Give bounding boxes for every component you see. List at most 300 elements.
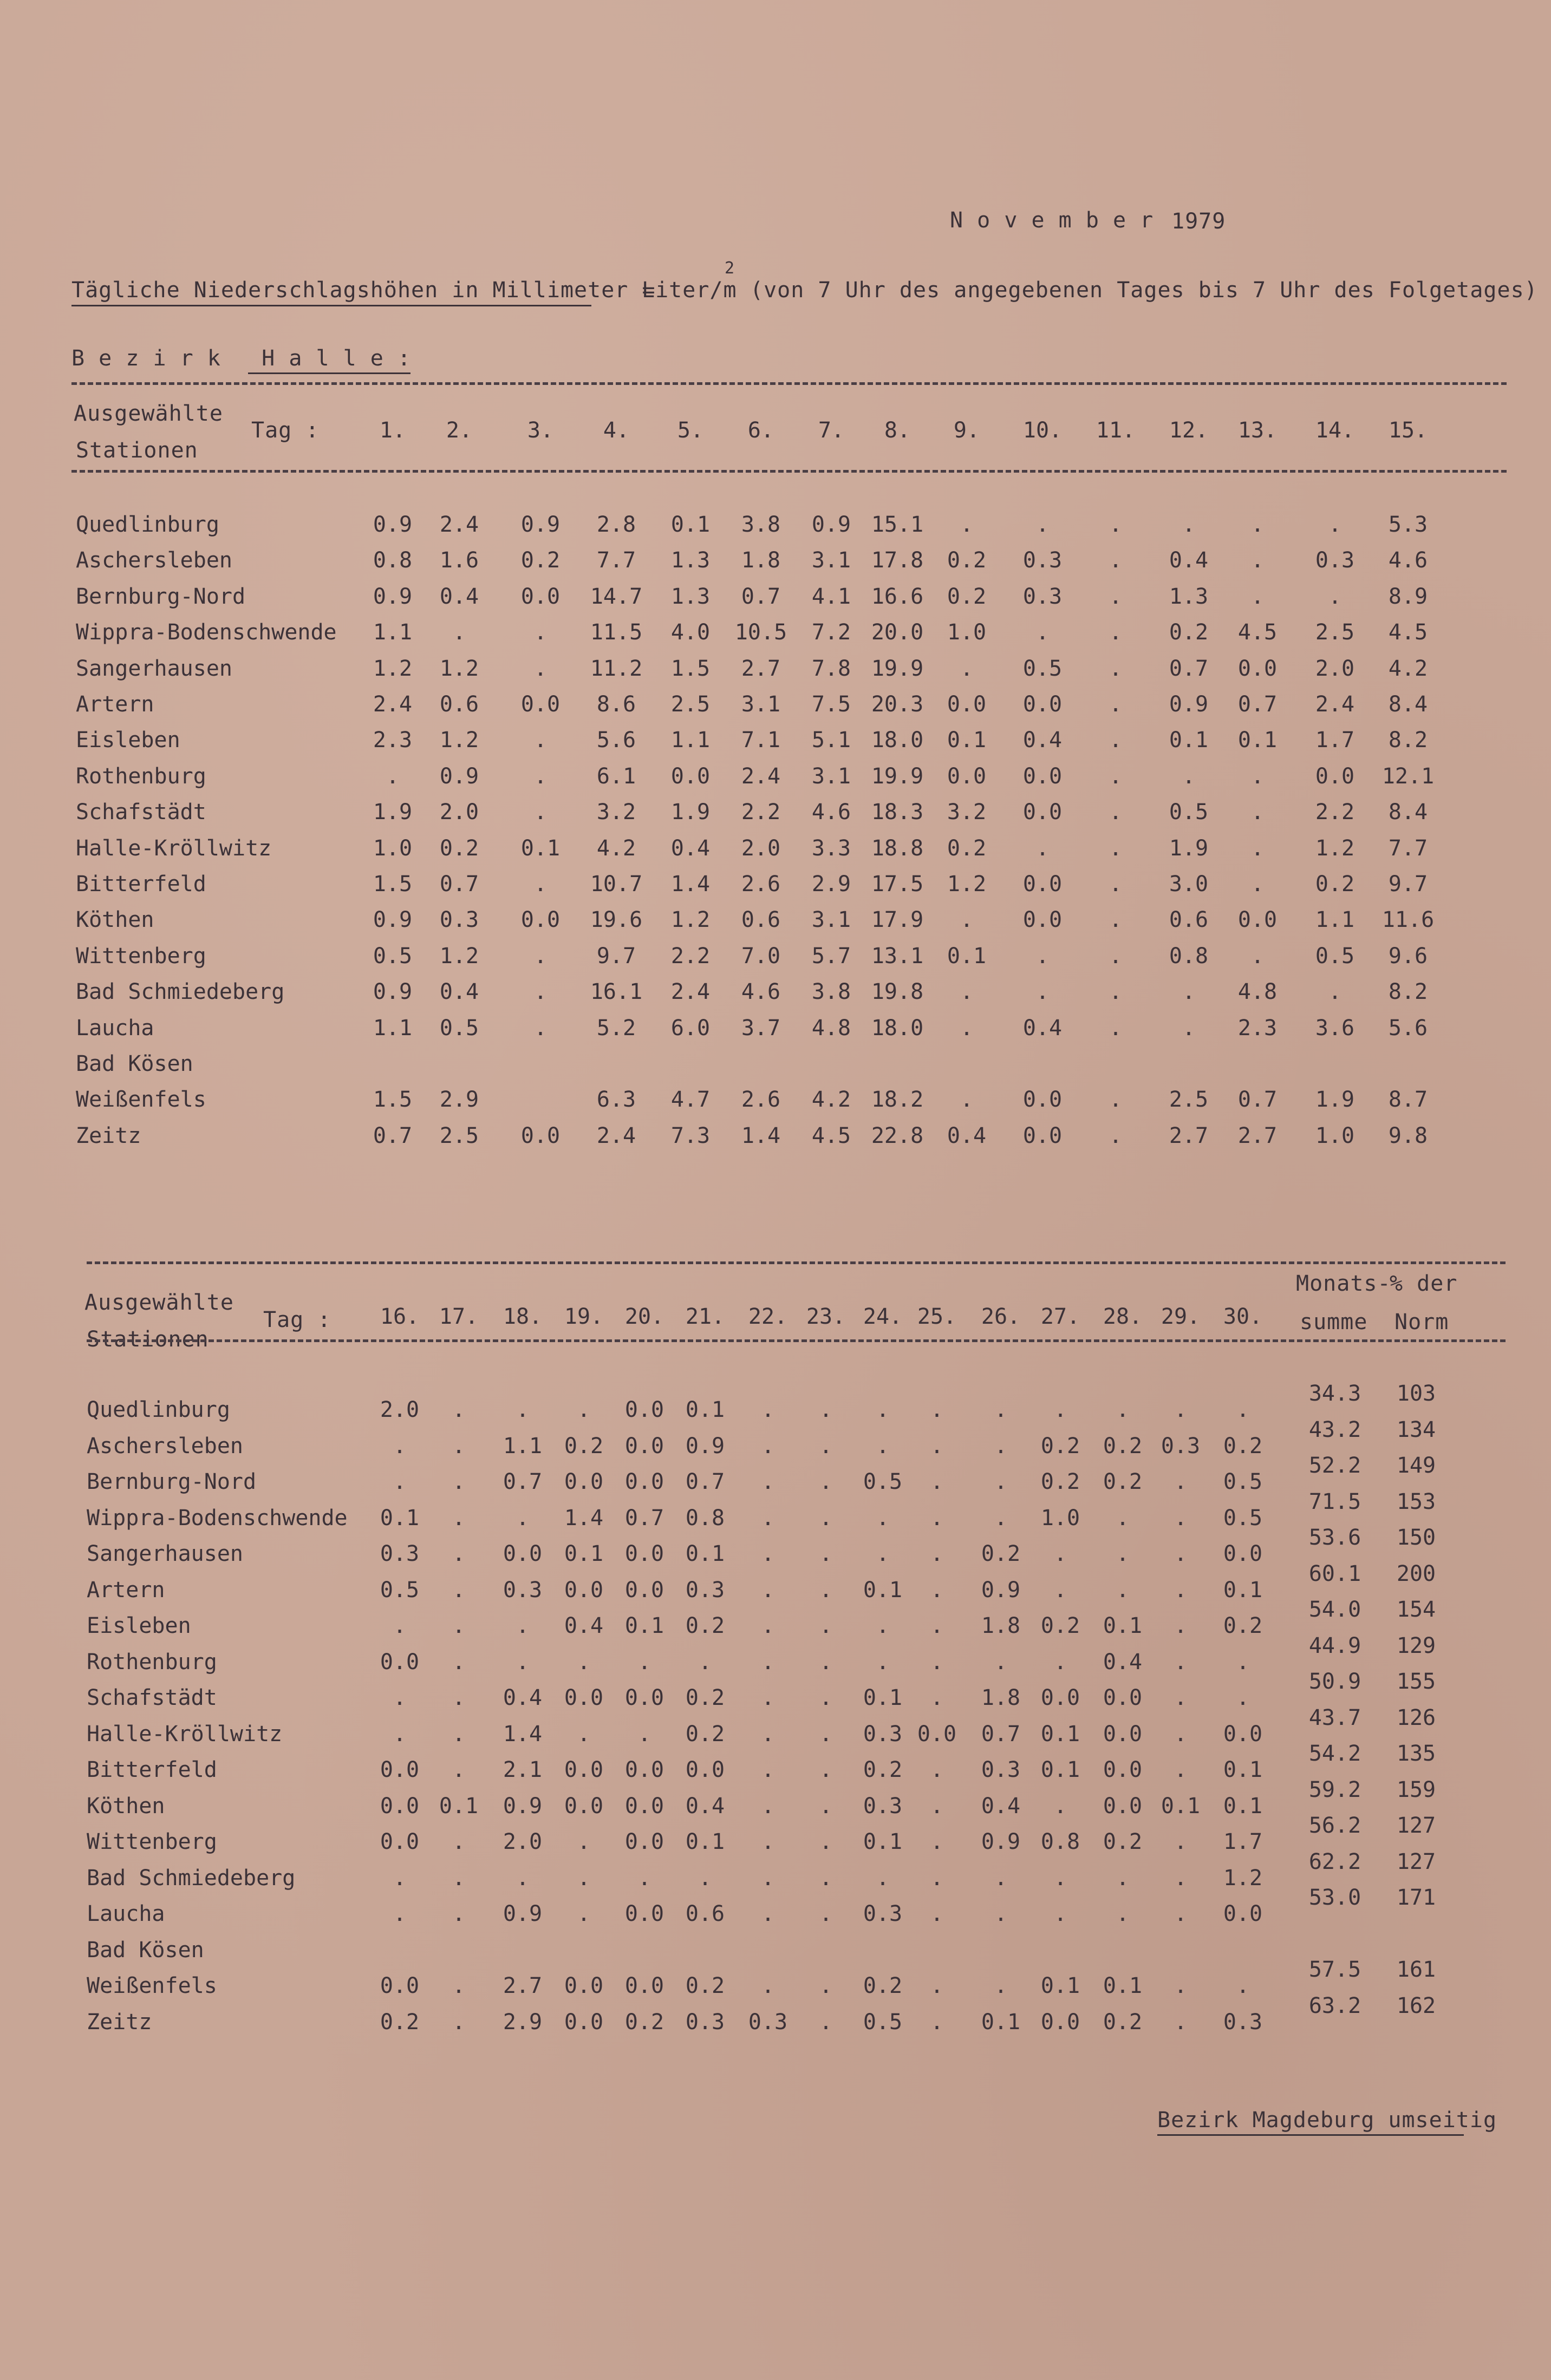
table-cell: 1.2 xyxy=(1223,1866,1263,1891)
table-cell: . xyxy=(516,1506,530,1531)
table-cell: . xyxy=(452,1866,466,1891)
table-cell: 16.6 xyxy=(871,584,924,609)
table-cell: . xyxy=(761,1973,775,1998)
table-cell: 0.0 xyxy=(1022,1087,1063,1112)
table-cell: . xyxy=(1250,800,1265,825)
table-cell: 0.1 xyxy=(1103,1613,1143,1638)
table-cell: . xyxy=(452,620,466,645)
table-cell: . xyxy=(819,1866,833,1891)
table-cell: 0.0 xyxy=(624,1901,664,1926)
table2-day-header: 24. xyxy=(863,1304,903,1329)
table-cell: 3.3 xyxy=(811,836,851,861)
table-cell: 0.9 xyxy=(503,1794,543,1819)
table-cell: 2.0 xyxy=(439,800,479,825)
table-cell: 22.8 xyxy=(871,1123,924,1148)
percent-of-norm: 127 xyxy=(1396,1849,1436,1874)
table-cell: . xyxy=(876,1397,890,1422)
table-cell: 0.3 xyxy=(1315,548,1355,573)
table-cell: . xyxy=(1109,512,1123,537)
table-cell: 0.8 xyxy=(373,548,413,573)
table-cell: 1.1 xyxy=(373,620,413,645)
table-cell: 0.0 xyxy=(1022,872,1063,897)
table-cell: 0.8 xyxy=(1040,1829,1080,1854)
table-cell: 2.5 xyxy=(670,692,711,717)
table-cell: 19.8 xyxy=(871,979,924,1004)
table-cell: . xyxy=(761,1506,775,1531)
table-cell: . xyxy=(930,1578,944,1603)
table-cell: 0.0 xyxy=(520,907,561,932)
table-cell: . xyxy=(533,728,548,753)
table1-day-header: 1. xyxy=(379,418,406,443)
table-cell: 0.0 xyxy=(564,1469,604,1494)
station-name: Schafstädt xyxy=(87,1685,217,1710)
table-cell: 0.0 xyxy=(624,1794,664,1819)
table-cell: . xyxy=(994,1506,1008,1531)
table-cell: 1.1 xyxy=(503,1434,543,1459)
month-label: N o v e m b e r xyxy=(950,208,1154,233)
table-cell: 0.5 xyxy=(1223,1506,1263,1531)
table-cell: 0.9 xyxy=(373,907,413,932)
table-cell: . xyxy=(452,1613,466,1638)
description-left: Tägliche Niederschlagshöhen in Millimeter = xyxy=(71,278,656,303)
table1-day-header: 11. xyxy=(1096,418,1136,443)
station-name: Aschersleben xyxy=(76,548,232,573)
table-cell: 0.4 xyxy=(1169,548,1209,573)
table-cell: 2.2 xyxy=(670,944,711,969)
table-cell: 0.0 xyxy=(380,1757,420,1782)
table-cell: 3.7 xyxy=(741,1016,781,1041)
table-cell: . xyxy=(452,1541,466,1566)
table-cell: 8.2 xyxy=(1388,728,1428,753)
table-cell: . xyxy=(452,1722,466,1747)
table-cell: 0.9 xyxy=(373,979,413,1004)
table-cell: 0.9 xyxy=(811,512,851,537)
table-cell: . xyxy=(930,1434,944,1459)
table-cell: . xyxy=(1174,1397,1188,1422)
table-cell: . xyxy=(637,1722,651,1747)
table-cell: 0.3 xyxy=(863,1901,903,1926)
table-cell: . xyxy=(1035,979,1050,1004)
table-cell: 0.3 xyxy=(981,1757,1021,1782)
table-cell: 0.5 xyxy=(1022,656,1063,681)
table-cell: 19.9 xyxy=(871,764,924,789)
table-cell: 0.2 xyxy=(1103,1469,1143,1494)
table1-day-header: 13. xyxy=(1237,418,1278,443)
table-cell: 0.0 xyxy=(947,692,987,717)
table-cell: 20.3 xyxy=(871,692,924,717)
table-cell: 0.9 xyxy=(981,1829,1021,1854)
table-cell: 4.5 xyxy=(811,1123,851,1148)
table-cell: 0.3 xyxy=(1022,548,1063,573)
table-cell: . xyxy=(577,1722,591,1747)
table-cell: . xyxy=(819,1469,833,1494)
table-cell: . xyxy=(930,1469,944,1494)
table-cell: 0.5 xyxy=(863,2010,903,2035)
table-cell: 0.0 xyxy=(1315,764,1355,789)
table-cell: 1.1 xyxy=(1315,907,1355,932)
table-cell: 0.7 xyxy=(1169,656,1209,681)
table-cell: . xyxy=(452,2010,466,2035)
table-cell: 1.2 xyxy=(439,944,479,969)
table-cell: 0.1 xyxy=(1161,1794,1201,1819)
table2-day-header: 23. xyxy=(806,1304,846,1329)
norm-header-1: % der xyxy=(1390,1271,1458,1296)
table-cell: . xyxy=(516,1613,530,1638)
table-cell: 0.0 xyxy=(1040,2010,1080,2035)
table-cell: 1.9 xyxy=(1315,1087,1355,1112)
table-cell: 1.9 xyxy=(670,800,711,825)
table-cell: 0.0 xyxy=(380,1650,420,1675)
table-cell: . xyxy=(1053,1541,1067,1566)
table-cell: . xyxy=(1174,1685,1188,1710)
table-cell: 5.2 xyxy=(596,1016,636,1041)
table-cell: . xyxy=(1328,584,1342,609)
table-cell: 4.2 xyxy=(596,836,636,861)
monthly-sum: 56.2 xyxy=(1308,1813,1361,1838)
monthly-sum: 53.6 xyxy=(1308,1525,1361,1550)
table-cell: 5.3 xyxy=(1388,512,1428,537)
table-cell: . xyxy=(1174,1613,1188,1638)
table-cell: 0.0 xyxy=(564,1757,604,1782)
table-cell: 0.0 xyxy=(1040,1685,1080,1710)
table-cell: . xyxy=(1109,692,1123,717)
station-name: Laucha xyxy=(87,1901,165,1926)
district-rule xyxy=(71,382,1507,385)
table-cell: 10.5 xyxy=(734,620,787,645)
table-cell: 0.6 xyxy=(741,907,781,932)
table-cell: . xyxy=(1109,584,1123,609)
table-cell: . xyxy=(516,1866,530,1891)
table-cell: . xyxy=(1174,1973,1188,1998)
table-cell: . xyxy=(393,1434,407,1459)
table-cell: 3.0 xyxy=(1169,872,1209,897)
table-cell: 0.4 xyxy=(1103,1650,1143,1675)
station-name: Artern xyxy=(87,1578,165,1603)
table-cell: 0.2 xyxy=(685,1973,725,1998)
table-cell: 0.0 xyxy=(624,1541,664,1566)
station-name: Sangerhausen xyxy=(87,1541,243,1566)
table-cell: 0.4 xyxy=(439,979,479,1004)
table1-station-header-1: Ausgewählte xyxy=(74,401,223,426)
table-cell: . xyxy=(761,1434,775,1459)
table-cell: 0.0 xyxy=(1103,1757,1143,1782)
table-cell: 0.2 xyxy=(439,836,479,861)
table-cell: . xyxy=(819,1650,833,1675)
table-cell: 0.2 xyxy=(380,2010,420,2035)
sum-header-2: summe xyxy=(1300,1310,1368,1335)
table-cell: . xyxy=(819,1794,833,1819)
percent-of-norm: 155 xyxy=(1396,1669,1436,1694)
table2-day-header: 19. xyxy=(564,1304,604,1329)
table-cell: . xyxy=(1250,764,1265,789)
monthly-sum: 43.7 xyxy=(1308,1705,1361,1730)
table2-day-header: 25. xyxy=(917,1304,957,1329)
table-cell: 15.1 xyxy=(871,512,924,537)
table-cell: . xyxy=(452,1829,466,1854)
station-name: Bernburg-Nord xyxy=(87,1469,257,1494)
table-cell: 0.1 xyxy=(624,1613,664,1638)
table-cell: 0.5 xyxy=(1223,1469,1263,1494)
table-cell: . xyxy=(393,1722,407,1747)
table-cell: 0.5 xyxy=(380,1578,420,1603)
table-cell: . xyxy=(1109,872,1123,897)
table-cell: . xyxy=(698,1650,712,1675)
table-cell: 0.1 xyxy=(947,944,987,969)
table-cell: 0.0 xyxy=(1022,800,1063,825)
table-cell: . xyxy=(960,979,974,1004)
table-cell: 0.1 xyxy=(685,1829,725,1854)
table-cell: 0.3 xyxy=(685,1578,725,1603)
table-cell: 0.1 xyxy=(685,1397,725,1422)
station-name: Zeitz xyxy=(87,2010,152,2035)
table-cell: 3.1 xyxy=(811,907,851,932)
table-cell: . xyxy=(1250,512,1265,537)
table1-day-header: 10. xyxy=(1022,418,1063,443)
table-cell: 1.2 xyxy=(373,656,413,681)
table-cell: 1.4 xyxy=(741,1123,781,1148)
table-cell: 4.7 xyxy=(670,1087,711,1112)
station-name: Wittenberg xyxy=(87,1829,217,1854)
table-cell: . xyxy=(930,1757,944,1782)
table-cell: 2.5 xyxy=(1315,620,1355,645)
table1-day-header: 4. xyxy=(603,418,630,443)
table-cell: 0.0 xyxy=(624,1397,664,1422)
table-cell: 4.1 xyxy=(811,584,851,609)
monthly-sum: 59.2 xyxy=(1308,1777,1361,1802)
table-cell: . xyxy=(761,1613,775,1638)
table-cell: 0.2 xyxy=(947,548,987,573)
monthly-sum: 57.5 xyxy=(1308,1957,1361,1982)
table-cell: . xyxy=(1250,944,1265,969)
table-cell: . xyxy=(1053,1578,1067,1603)
table-cell: 0.7 xyxy=(373,1123,413,1148)
table-cell: 0.4 xyxy=(503,1685,543,1710)
table-cell: 0.0 xyxy=(1103,1794,1143,1819)
table-cell: . xyxy=(1174,1469,1188,1494)
table-cell: . xyxy=(761,1685,775,1710)
table-cell: . xyxy=(452,1469,466,1494)
percent-of-norm: 150 xyxy=(1396,1525,1436,1550)
monthly-sum: 60.1 xyxy=(1308,1561,1361,1586)
table-cell: 0.3 xyxy=(685,2010,725,2035)
table-cell: 0.7 xyxy=(503,1469,543,1494)
table-cell: 0.0 xyxy=(520,1123,561,1148)
table-cell: . xyxy=(819,1901,833,1926)
table-cell: . xyxy=(533,656,548,681)
table-cell: 2.0 xyxy=(1315,656,1355,681)
station-name: Sangerhausen xyxy=(76,656,232,681)
table-cell: . xyxy=(930,1866,944,1891)
table-cell: 0.3 xyxy=(863,1794,903,1819)
table-cell: . xyxy=(876,1506,890,1531)
table-cell: 6.3 xyxy=(596,1087,636,1112)
table-cell: . xyxy=(819,1434,833,1459)
table-cell: 0.2 xyxy=(863,1973,903,1998)
table-cell: 0.7 xyxy=(1237,1087,1278,1112)
table-cell: . xyxy=(533,764,548,789)
table-cell: 7.2 xyxy=(811,620,851,645)
table-cell: . xyxy=(1035,512,1050,537)
table-cell: 1.1 xyxy=(670,728,711,753)
table-cell: 0.2 xyxy=(981,1541,1021,1566)
table-cell: 0.5 xyxy=(373,944,413,969)
table-cell: 0.1 xyxy=(1169,728,1209,753)
table-cell: . xyxy=(1174,1578,1188,1603)
table-cell: . xyxy=(930,1685,944,1710)
table-cell: 0.3 xyxy=(863,1722,903,1747)
table-cell: . xyxy=(819,2010,833,2035)
table1-day-header: 7. xyxy=(818,418,845,443)
table-cell: 0.1 xyxy=(685,1541,725,1566)
station-name: Bitterfeld xyxy=(87,1757,217,1782)
table-cell: . xyxy=(1109,620,1123,645)
table-cell: . xyxy=(876,1434,890,1459)
table-cell: 2.0 xyxy=(741,836,781,861)
table-cell: 0.0 xyxy=(670,764,711,789)
table-cell: . xyxy=(960,1016,974,1041)
table-cell: 20.0 xyxy=(871,620,924,645)
table-cell: 11.2 xyxy=(590,656,643,681)
table-cell: 1.5 xyxy=(373,872,413,897)
table-cell: 0.7 xyxy=(741,584,781,609)
table2-day-header: 21. xyxy=(685,1304,725,1329)
table-cell: 2.4 xyxy=(670,979,711,1004)
table-cell: . xyxy=(1250,836,1265,861)
table-cell: . xyxy=(452,1901,466,1926)
table1-tag-label: Tag : xyxy=(251,418,320,443)
table-cell: 3.2 xyxy=(596,800,636,825)
table-cell: 0.1 xyxy=(1040,1757,1080,1782)
table1-station-header-2: Stationen xyxy=(76,438,198,463)
table-cell: 7.1 xyxy=(741,728,781,753)
table-cell: 0.0 xyxy=(380,1973,420,1998)
table-cell: . xyxy=(761,1757,775,1782)
table-cell: 0.9 xyxy=(1169,692,1209,717)
percent-of-norm: 159 xyxy=(1396,1777,1436,1802)
table-cell: 0.2 xyxy=(1040,1613,1080,1638)
table-cell: 2.7 xyxy=(1169,1123,1209,1148)
table-cell: 3.1 xyxy=(811,764,851,789)
table-cell: 11.5 xyxy=(590,620,643,645)
table-cell: 0.2 xyxy=(1103,2010,1143,2035)
table-cell: . xyxy=(452,1434,466,1459)
table-cell: . xyxy=(761,1722,775,1747)
table-cell: 0.0 xyxy=(624,1578,664,1603)
table-cell: . xyxy=(1035,944,1050,969)
table-cell: 0.0 xyxy=(624,1434,664,1459)
table-cell: . xyxy=(994,1973,1008,1998)
table-cell: 0.3 xyxy=(380,1541,420,1566)
table-cell: . xyxy=(1174,1757,1188,1782)
percent-of-norm: 154 xyxy=(1396,1597,1436,1622)
table1-day-header: 5. xyxy=(677,418,704,443)
table-cell: 0.9 xyxy=(439,764,479,789)
table-cell: . xyxy=(533,800,548,825)
table-cell: . xyxy=(1109,728,1123,753)
table-cell: 2.5 xyxy=(439,1123,479,1148)
table-cell: 0.9 xyxy=(520,512,561,537)
table-cell: 8.4 xyxy=(1388,800,1428,825)
table-cell: 1.9 xyxy=(1169,836,1209,861)
table-cell: 2.7 xyxy=(503,1973,543,1998)
table-cell: 4.0 xyxy=(670,620,711,645)
table-cell: . xyxy=(1182,1016,1196,1041)
table-cell: . xyxy=(1328,979,1342,1004)
table-cell: 14.7 xyxy=(590,584,643,609)
table-cell: 1.3 xyxy=(670,548,711,573)
table-cell: 11.6 xyxy=(1381,907,1435,932)
table-cell: . xyxy=(577,1650,591,1675)
table2-day-header: 29. xyxy=(1161,1304,1201,1329)
table-cell: . xyxy=(819,1973,833,1998)
table-cell: . xyxy=(819,1613,833,1638)
table-cell: . xyxy=(930,1613,944,1638)
table-cell: . xyxy=(386,764,400,789)
percent-of-norm: 127 xyxy=(1396,1813,1436,1838)
table2-day-header: 27. xyxy=(1040,1304,1080,1329)
table-cell: 17.5 xyxy=(871,872,924,897)
table-cell: 0.4 xyxy=(439,584,479,609)
table-cell: 1.4 xyxy=(564,1506,604,1531)
station-name: Zeitz xyxy=(76,1123,141,1148)
percent-of-norm: 161 xyxy=(1396,1957,1436,1982)
table2-day-header: 30. xyxy=(1223,1304,1263,1329)
table-cell: . xyxy=(577,1829,591,1854)
table-cell: . xyxy=(533,620,548,645)
table-cell: 0.4 xyxy=(981,1794,1021,1819)
table-cell: 0.4 xyxy=(1022,1016,1063,1041)
table-cell: . xyxy=(761,1901,775,1926)
table-cell: . xyxy=(1174,1901,1188,1926)
table-cell: 2.4 xyxy=(439,512,479,537)
table-cell: . xyxy=(960,907,974,932)
table-cell: . xyxy=(960,512,974,537)
table2-day-header: 20. xyxy=(624,1304,664,1329)
table-cell: 17.8 xyxy=(871,548,924,573)
table-cell: 0.5 xyxy=(1315,944,1355,969)
table-cell: 3.1 xyxy=(741,692,781,717)
table-cell: . xyxy=(1328,512,1342,537)
table-cell: 0.3 xyxy=(1022,584,1063,609)
table-cell: . xyxy=(1053,1397,1067,1422)
table-cell: 0.2 xyxy=(947,584,987,609)
table-cell: 0.0 xyxy=(564,1578,604,1603)
norm-header-2: Norm xyxy=(1394,1310,1449,1335)
table1-day-header: 8. xyxy=(884,418,911,443)
station-name: Bad Kösen xyxy=(76,1051,193,1076)
table-cell: 3.8 xyxy=(741,512,781,537)
table-cell: . xyxy=(1174,2010,1188,2035)
table-cell: 2.4 xyxy=(373,692,413,717)
table-cell: 0.5 xyxy=(439,1016,479,1041)
table-cell: . xyxy=(761,1829,775,1854)
table-cell: 0.3 xyxy=(748,2010,788,2035)
percent-of-norm: 103 xyxy=(1396,1381,1436,1406)
table2-tag-label: Tag : xyxy=(263,1307,331,1332)
table-cell: 4.8 xyxy=(811,1016,851,1041)
table-cell: 2.0 xyxy=(503,1829,543,1854)
table-cell: 0.0 xyxy=(380,1829,420,1854)
table-cell: . xyxy=(1236,1973,1250,1998)
table-cell: . xyxy=(930,2010,944,2035)
table-cell: . xyxy=(930,1901,944,1926)
table-cell: 0.0 xyxy=(503,1541,543,1566)
table1-header-rule xyxy=(71,470,1507,473)
table-cell: 2.8 xyxy=(596,512,636,537)
table-cell: . xyxy=(930,1829,944,1854)
table-cell: 4.8 xyxy=(1237,979,1278,1004)
table-cell: 16.1 xyxy=(590,979,643,1004)
